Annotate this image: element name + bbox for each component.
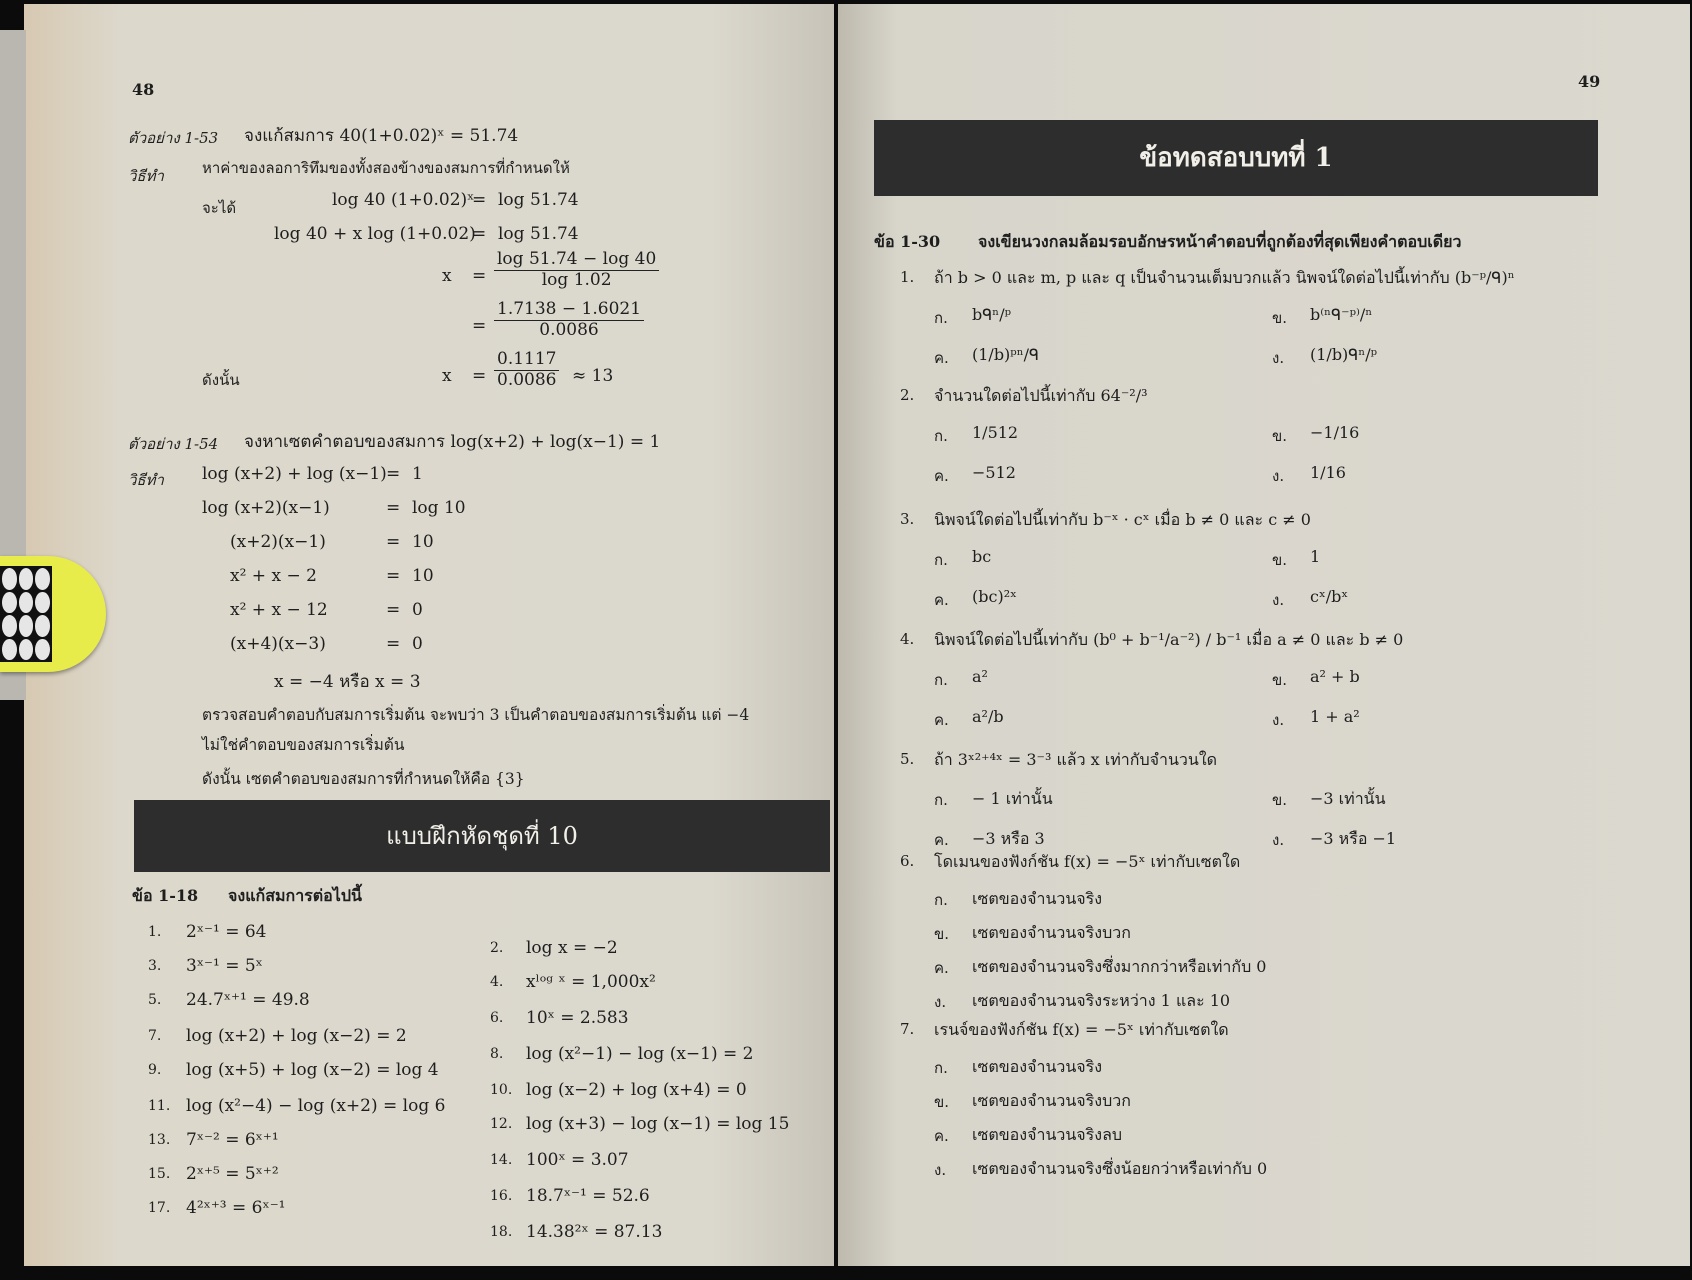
fraction-numerator: log 51.74 − log 40 [494, 250, 659, 271]
method-text: หาค่าของลอการิทึมของทั้งสองข้างของสมการที่กำหนดให้ [202, 159, 570, 177]
step-rhs: 1 [412, 464, 423, 484]
choice-key: ค. [934, 711, 949, 729]
fraction [494, 250, 659, 290]
choice-key: ค. [934, 349, 949, 367]
choice-value: (1/b)ᵖⁿ/ᑫ [972, 345, 1040, 364]
choice-value: (1/b)ᑫⁿ/ᵖ [1310, 345, 1378, 364]
choice-value: เซตของจำนวนจริงบวก [972, 923, 1131, 942]
exercise-expression: 2ˣ⁺⁵ = 5ˣ⁺² [186, 1164, 279, 1184]
step-eq: = [386, 600, 401, 620]
exercise-expression: log (x+5) + log (x−2) = log 4 [186, 1060, 439, 1080]
step-eq: = [386, 532, 401, 552]
step-lhs: log 40 + x log (1+0.02) [274, 224, 476, 244]
exercise-expression: 2ˣ⁻¹ = 64 [186, 922, 267, 942]
question-number: 4. [900, 630, 915, 648]
question-number: 3. [900, 510, 915, 528]
question-text: นิพจน์ใดต่อไปนี้เท่ากับ (b⁰ + b⁻¹/a⁻²) / b⁻¹ เมื่อ a ≠ 0 และ b ≠ 0 [934, 630, 1404, 649]
step-lhs: x² + x − 12 [230, 600, 328, 620]
step-eq: = [472, 190, 487, 210]
choice-key: ง. [1272, 711, 1285, 729]
choice-key: ข. [1272, 791, 1288, 809]
exercise-number: 10. [490, 1082, 513, 1098]
left-page [24, 4, 834, 1266]
choice-value: เซตของจำนวนจริง [972, 1057, 1103, 1076]
approx-result: ≈ 13 [572, 366, 614, 386]
question-text: เรนจ์ของฟังก์ชัน f(x) = −5ˣ เท่ากับเซตใด [934, 1020, 1229, 1039]
step-lhs: log 40 (1+0.02)ˣ [332, 190, 475, 210]
instruction-label: ข้อ 1-30 [874, 232, 941, 251]
choice-value: bc [972, 547, 992, 566]
exercise-expression: log (x−2) + log (x+4) = 0 [526, 1080, 747, 1100]
exercise-expression: 7ˣ⁻² = 6ˣ⁺¹ [186, 1130, 279, 1150]
exercise-banner: แบบฝึกหัดชุดที่ 10 [134, 800, 830, 872]
step-lhs: (x+4)(x−3) [230, 634, 326, 654]
choice-value: b⁽ⁿᑫ⁻ᵖ⁾/ⁿ [1310, 305, 1373, 324]
choice-value: 1/512 [972, 423, 1019, 442]
exercise-expression: 100ˣ = 3.07 [526, 1150, 629, 1170]
question-number: 7. [900, 1020, 915, 1038]
step-lhs: x² + x − 2 [230, 566, 317, 586]
question-text: จำนวนใดต่อไปนี้เท่ากับ 64⁻²/³ [934, 386, 1148, 405]
choice-value: −3 หรือ 3 [972, 829, 1045, 848]
exercise-expression: 3ˣ⁻¹ = 5ˣ [186, 956, 263, 976]
question-number: 6. [900, 852, 915, 870]
exercise-number: 15. [148, 1166, 171, 1182]
choice-value: −1/16 [1310, 423, 1360, 442]
choice-value: cˣ/bˣ [1310, 587, 1349, 606]
choice-key: ค. [934, 1127, 949, 1145]
fraction-denominator: 0.0086 [539, 319, 599, 340]
step-eq: = [472, 366, 487, 386]
step-eq: = [386, 634, 401, 654]
fraction-denominator: log 1.02 [541, 269, 612, 290]
get-label: จะได้ [202, 199, 237, 217]
choice-value: 1/16 [1310, 463, 1346, 482]
choice-key: ค. [934, 591, 949, 609]
solution: x = −4 หรือ x = 3 [274, 672, 421, 692]
exercise-number: 16. [490, 1188, 513, 1204]
exercise-expression: log x = −2 [526, 938, 618, 958]
exercise-instruction: จงแก้สมการต่อไปนี้ [228, 886, 362, 905]
example-label: ตัวอย่าง 1-53 [128, 129, 219, 147]
step-rhs: log 10 [412, 498, 466, 518]
exercise-number: 7. [148, 1028, 162, 1044]
question-text: โดเมนของฟังก์ชัน f(x) = −5ˣ เท่ากับเซตใด [934, 852, 1241, 871]
choice-value: เซตของจำนวนจริงลบ [972, 1125, 1123, 1144]
choice-key: ก. [934, 1059, 948, 1077]
choice-key: ง. [1272, 591, 1285, 609]
exercise-expression: log (x+2) + log (x−2) = 2 [186, 1026, 407, 1046]
exercise-expression: xˡᵒᵍ ˣ = 1,000x² [526, 972, 656, 992]
choice-key: ก. [934, 309, 948, 327]
exercise-number: 12. [490, 1116, 513, 1132]
choice-value: เซตของจำนวนจริงบวก [972, 1091, 1131, 1110]
step-lhs: x [442, 366, 452, 386]
conclusion: ดังนั้น เซตคำตอบของสมการที่กำหนดให้คือ {3} [202, 770, 525, 788]
exercise-number: 1. [148, 924, 162, 940]
choice-key: ก. [934, 427, 948, 445]
choice-key: ข. [934, 925, 950, 943]
choice-value: 1 + a² [1310, 707, 1360, 726]
method-label: วิธีทำ [128, 471, 164, 489]
question-number: 5. [900, 750, 915, 768]
step-lhs: x [442, 266, 452, 286]
choice-value: เซตของจำนวนจริงซึ่งน้อยกว่าหรือเท่ากับ 0 [972, 1159, 1268, 1178]
question-text: ถ้า b > 0 และ m, p และ q เป็นจำนวนเต็มบวกแล้ว นิพจน์ใดต่อไปนี้เท่ากับ (b⁻ᵖ/ᑫ)ⁿ [934, 268, 1515, 287]
fraction [494, 300, 644, 340]
example-question: จงหาเซตคำตอบของสมการ log(x+2) + log(x−1) = 1 [244, 432, 661, 452]
choice-value: 1 [1310, 547, 1321, 566]
step-lhs: (x+2)(x−1) [230, 532, 326, 552]
example-question: จงแก้สมการ 40(1+0.02)ˣ = 51.74 [244, 126, 519, 146]
choice-value: (bc)²ˣ [972, 587, 1017, 606]
check-text: ไม่ใช่คำตอบของสมการเริ่มต้น [202, 736, 405, 754]
exercise-expression: 24.7ˣ⁺¹ = 49.8 [186, 990, 310, 1010]
choice-key: ก. [934, 551, 948, 569]
step-rhs: 0 [412, 600, 423, 620]
page-number: 49 [1578, 72, 1601, 91]
choice-value: a² [972, 667, 988, 686]
choice-key: ก. [934, 891, 948, 909]
exercise-instruction-label: ข้อ 1-18 [132, 886, 199, 905]
exercise-number: 4. [490, 974, 504, 990]
exercise-number: 17. [148, 1200, 171, 1216]
choice-value: −512 [972, 463, 1016, 482]
step-eq: = [386, 498, 401, 518]
exercise-number: 11. [148, 1098, 171, 1114]
step-eq: = [386, 464, 401, 484]
exercise-expression: log (x²−4) − log (x+2) = log 6 [186, 1096, 446, 1116]
choice-value: −3 เท่านั้น [1310, 789, 1386, 808]
exercise-expression: 18.7ˣ⁻¹ = 52.6 [526, 1186, 650, 1206]
exercise-number: 9. [148, 1062, 162, 1078]
question-number: 1. [900, 268, 915, 286]
fraction [494, 350, 559, 390]
choice-key: ง. [934, 1161, 947, 1179]
example-label: ตัวอย่าง 1-54 [128, 435, 219, 453]
step-rhs: 0 [412, 634, 423, 654]
check-text: ตรวจสอบคำตอบกับสมการเริ่มต้น จะพบว่า 3 เป็นคำตอบของสมการเริ่มต้น แต่ −4 [202, 706, 750, 724]
exercise-number: 3. [148, 958, 162, 974]
choice-value: เซตของจำนวนจริงระหว่าง 1 และ 10 [972, 991, 1231, 1010]
instruction: จงเขียนวงกลมล้อมรอบอักษรหน้าคำตอบที่ถูกต้องที่สุดเพียงคำตอบเดียว [978, 232, 1462, 251]
step-rhs: log 51.74 [498, 224, 579, 244]
choice-key: ข. [1272, 551, 1288, 569]
choice-value: bᑫⁿ/ᵖ [972, 305, 1012, 324]
choice-key: ง. [934, 993, 947, 1011]
exercise-number: 8. [490, 1046, 504, 1062]
choice-key: ง. [1272, 349, 1285, 367]
choice-key: ข. [1272, 671, 1288, 689]
choice-value: a²/b [972, 707, 1004, 726]
step-lhs: log (x+2)(x−1) [202, 498, 330, 518]
exercise-expression: 4²ˣ⁺³ = 6ˣ⁻¹ [186, 1198, 286, 1218]
question-text: นิพจน์ใดต่อไปนี้เท่ากับ b⁻ˣ · cˣ เมื่อ b ≠ 0 และ c ≠ 0 [934, 510, 1311, 529]
step-rhs: 10 [412, 532, 434, 552]
therefore-label: ดังนั้น [202, 371, 240, 389]
choice-key: ค. [934, 959, 949, 977]
test-banner: ข้อทดสอบบทที่ 1 [874, 120, 1598, 196]
choice-value: a² + b [1310, 667, 1360, 686]
choice-value: −3 หรือ −1 [1310, 829, 1397, 848]
question-number: 2. [900, 386, 915, 404]
exercise-number: 14. [490, 1152, 513, 1168]
fraction-denominator: 0.0086 [497, 369, 557, 390]
choice-value: − 1 เท่านั้น [972, 789, 1053, 808]
page-number: 48 [132, 80, 155, 99]
choice-key: ข. [1272, 427, 1288, 445]
exercise-number: 2. [490, 940, 504, 956]
choice-key: ง. [1272, 467, 1285, 485]
exercise-expression: log (x²−1) − log (x−1) = 2 [526, 1044, 754, 1064]
method-label: วิธีทำ [128, 167, 164, 185]
step-rhs: log 51.74 [498, 190, 579, 210]
step-eq: = [472, 316, 487, 336]
step-lhs: log (x+2) + log (x−1) [202, 464, 387, 484]
choice-key: ก. [934, 791, 948, 809]
choice-value: เซตของจำนวนจริง [972, 889, 1103, 908]
choice-key: ค. [934, 831, 949, 849]
step-eq: = [472, 224, 487, 244]
step-eq: = [472, 266, 487, 286]
choice-key: ข. [1272, 309, 1288, 327]
choice-key: ค. [934, 467, 949, 485]
choice-key: ง. [1272, 831, 1285, 849]
step-eq: = [386, 566, 401, 586]
exercise-number: 13. [148, 1132, 171, 1148]
question-text: ถ้า 3ˣ²⁺⁴ˣ = 3⁻³ แล้ว x เท่ากับจำนวนใด [934, 750, 1218, 769]
choice-value: เซตของจำนวนจริงซึ่งมากกว่าหรือเท่ากับ 0 [972, 957, 1267, 976]
choice-key: ก. [934, 671, 948, 689]
exercise-number: 5. [148, 992, 162, 1008]
fraction-numerator: 0.1117 [494, 350, 559, 371]
fraction-numerator: 1.7138 − 1.6021 [494, 300, 644, 321]
choice-key: ข. [934, 1093, 950, 1111]
exercise-expression: log (x+3) − log (x−1) = log 15 [526, 1114, 790, 1134]
exercise-number: 18. [490, 1224, 513, 1240]
right-page [838, 4, 1690, 1266]
exercise-expression: 10ˣ = 2.583 [526, 1008, 629, 1028]
exercise-number: 6. [490, 1010, 504, 1026]
step-rhs: 10 [412, 566, 434, 586]
exercise-expression: 14.38²ˣ = 87.13 [526, 1222, 663, 1242]
